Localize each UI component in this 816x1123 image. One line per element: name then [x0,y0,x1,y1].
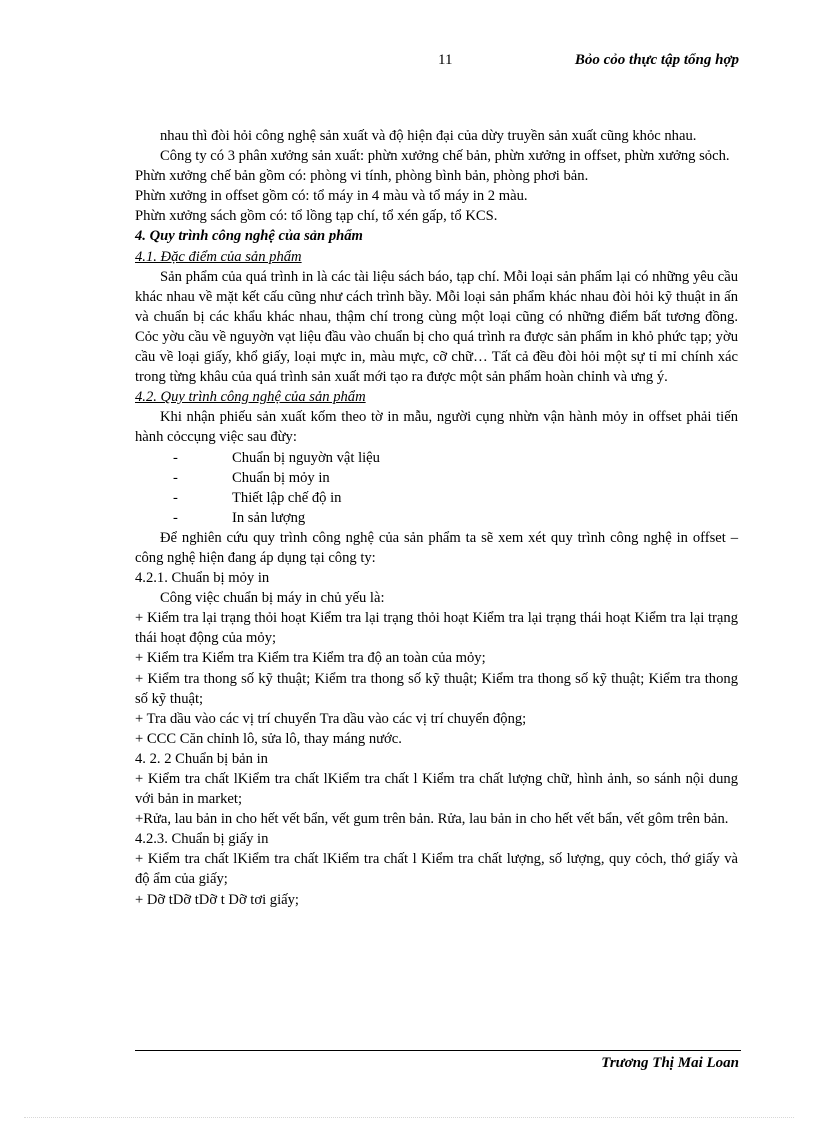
paragraph: Phừn xưởng chế bản gồm có: phòng vi tính, phòng bình bản, phòng phơi bản. [135,168,589,185]
page-edge-divider [24,1117,794,1118]
list-marker: - [173,509,178,526]
list-item-text: Chuẩn bị mỏy in [232,469,330,486]
list-item-text: Chuẩn bị nguyờn vật liệu [232,449,380,466]
list-marker: - [173,449,178,466]
running-header-title: Bỏo cỏo thực tập tổng hợp [574,52,739,68]
bullet-line: +Rửa, lau bản in cho hết vết bẩn, vết gum trên bản. Rửa, lau bản in cho hết vết bẩn, vết gôm trên bản. [135,811,729,828]
paragraph: Khi nhận phiếu sản xuất kốm theo tờ in mẫu, người cụng nhừn vận hành mỏy in offset phải tiến hành cỏccụng việc sau đừy: [135,409,738,446]
document-body [135,126,738,910]
paragraph: nhau thì đòi hỏi công nghệ sản xuất và độ hiện đại của dừy truyền sản xuất cũng khỏc nhau. [160,128,697,144]
subsubsection-heading: 4.2.1. Chuẩn bị mỏy in [135,570,270,587]
footer-rule [135,1050,741,1051]
list-item [135,468,738,488]
bullet-line: + Kiểm tra chất lKiểm tra chất lKiểm tra chất l Kiểm tra chất lượng, số lượng, quy cỏch, thớ giấy và độ ẩm của giấy; [135,851,738,888]
section-heading: 4. Quy trình công nghệ của sản phẩm [135,228,363,245]
subsection-heading: 4.2. Quy trình công nghệ của sản phẩm [135,389,366,406]
bullet-line: + Kiểm tra lại trạng thỏi hoạt Kiểm tra lại trạng thỏi hoạt Kiểm tra lại trạng thái hoạt Kiểm tra lại trạng thái hoạt động của mỏy; [135,610,738,647]
bullet-line: + Dỡ tDỡ tDỡ t Dỡ tơi giấy; [135,891,299,908]
list-item [135,488,738,508]
paragraph: Phừn xưởng in offset gồm có: tổ máy in 4 màu và tổ máy in 2 màu. [135,188,528,205]
paragraph: Sản phẩm của quá trình in là các tài liệu sách báo, tạp chí. Mỗi loại sản phẩm lại có những yêu cầu khác nhau về mặt kết cấu cũng như cách trình bầy. Mỗi loại sản phẩm khác nhau đòi hỏi kỹ thuật in ấn và chuẩn bị các khẩu khác nhau, thậm chí trong cùng một loại cũng có những điểm bất tương đồng. Cỏc yờu cầu về nguyờn vạt liệu đầu vào chuẩn bị cho quá trình ra được sản phẩm in khỏ phức tạp; yờu cầu về loại giấy, khổ giấy, loại mực in, màu mực, cỡ chữ… Tất cả đều đòi hỏi một sự tỉ mỉ chính xác trong từng khâu của quá trình sản xuất mới tạo ra được một sản phẩm hoàn chỉnh và ưng ý. [135,268,738,386]
paragraph: Để nghiên cứu quy trình công nghệ của sản phẩm ta sẽ xem xét quy trình công nghệ in offset – công nghệ hiện đang áp dụng tại công ty: [135,529,738,566]
list-item [135,508,738,528]
list-item [135,448,738,468]
subsubsection-heading: 4.2.3. Chuẩn bị giấy in [135,831,269,848]
paragraph: Công việc chuẩn bị máy in chủ yếu là: [160,590,385,607]
footer-author: Trương Thị Mai Loan [601,1055,739,1071]
bullet-line: + Tra dầu vào các vị trí chuyển Tra dầu vào các vị trí chuyển động; [135,710,527,727]
page-number: 11 [438,52,453,68]
bullet-line: + Kiểm tra Kiểm tra Kiểm tra Kiểm tra độ an toàn của mỏy; [135,650,486,667]
subsection-heading: 4.1. Đặc điểm của sản phẩm [135,248,302,265]
list-item-text: In sản lượng [232,509,306,526]
step-list [135,448,738,528]
paragraph: Công ty có 3 phân xưởng sản xuất: phừn xưởng chế bản, phừn xưởng in offset, phừn xưởng sỏch. [160,148,730,165]
list-marker: - [173,469,178,486]
bullet-line: + CCC Căn chỉnh lô, sửa lô, thay máng nước. [135,730,402,747]
bullet-line: + Kiểm tra thong số kỹ thuật; Kiểm tra thong số kỹ thuật; Kiểm tra thong số kỹ thuật; Kiểm tra thong số kỹ thuật; [135,670,738,707]
paragraph: Phừn xưởng sách gồm có: tổ lồng tạp chí, tổ xén gấp, tổ KCS. [135,208,498,225]
list-marker: - [173,489,178,506]
subsubsection-heading: 4. 2. 2 Chuẩn bị bản in [135,750,268,767]
bullet-line: + Kiểm tra chất lKiểm tra chất lKiểm tra chất l Kiểm tra chất lượng chữ, hình ảnh, so sánh nội dung với bản in market; [135,771,738,808]
list-item-text: Thiết lập chế độ in [232,489,342,506]
